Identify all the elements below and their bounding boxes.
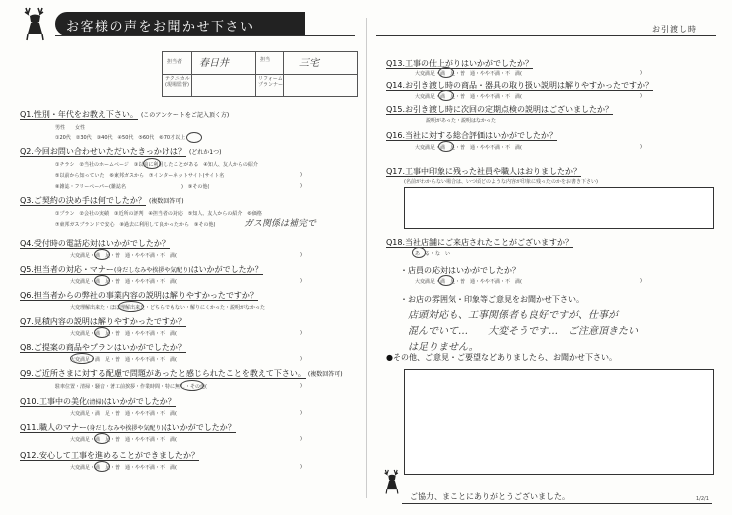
- q2-opt3[interactable]: ⑧雑誌・フリーペーパー(雑誌名 ) ⑨その他(: [55, 184, 210, 190]
- q8: Q8.ご提案の商品やプランはいかがでしたか？: [20, 343, 186, 352]
- other-comments-box[interactable]: [404, 369, 714, 475]
- q10-rating[interactable]: 大変満足・満 足・普 通・やや不満・不 満(: [70, 411, 177, 417]
- staff-table: [162, 51, 358, 97]
- answer-circle: [94, 327, 110, 338]
- page-number: 1/2/1: [696, 496, 709, 502]
- q11: Q11.職人のマナー(身だしなみや挨拶や気配り)はいかがでしたか？: [20, 423, 236, 432]
- answer-circle: [438, 90, 454, 101]
- q2-opt1[interactable]: ①チラシ ②当社のホームページ ③以前に利用したことがある ④知人、友人からの紹介: [55, 162, 258, 168]
- header-rule-right: [376, 35, 716, 36]
- q17-answer-box[interactable]: [404, 187, 714, 229]
- q1: [20, 109, 229, 120]
- store-rating[interactable]: 大変満足・満 足・普 通・やや不満・不 満(: [415, 279, 522, 285]
- answer-circle: [438, 275, 454, 286]
- q6-options[interactable]: 大変理解出来た・ほぼ理解出来た・どちらでもない・解りにくかった・説明がなかった: [70, 305, 265, 311]
- header-rule: [55, 35, 355, 36]
- answer-circle: [180, 380, 204, 391]
- footer-rule: [402, 503, 712, 504]
- label-tantou: 担当者: [167, 59, 183, 65]
- thanks-message: ご協力、まことにありがとうございました。: [410, 492, 570, 501]
- q8-rating[interactable]: 大変満足・満 足・普 通・やや不満・不 満(: [70, 357, 177, 363]
- other-comments-heading: ●その他、ご意見・ご要望などありましたら、お聞かせ下さい。: [386, 353, 617, 362]
- q1-note: (このアンケートをご記入頂く方): [140, 112, 230, 119]
- q14: Q14.お引き渡し時の商品・器具の取り扱い説明は解りやすかったですか？: [386, 81, 654, 90]
- q18: Q18.当社店舗にご来店されたことがございますか？: [386, 238, 574, 247]
- q15-options[interactable]: 説明があった・説明はなかった: [426, 118, 496, 124]
- q1-label: Q1.性別・年代をお教え下さい。: [20, 110, 138, 119]
- q2-note: (どれか1つ): [188, 149, 222, 156]
- staff-name-2: 三宅: [299, 58, 319, 69]
- q2: [20, 146, 221, 157]
- q17-note: (名前がわからない場合は、いつ頃どのような内容が印象に残ったのかをお書き下さい): [404, 179, 598, 185]
- q5-rating[interactable]: 大変満足・満 足・普 通・やや不満・不 満(: [70, 279, 177, 285]
- q3-note: (複数回答可): [148, 198, 184, 205]
- q14-rating[interactable]: 大変満足・満 足・普 通・やや不満・不 満(: [415, 94, 522, 100]
- staff-name-1: 春日井: [199, 58, 229, 69]
- column-divider: [366, 18, 367, 498]
- q9: Q9.ご近所さまに対する配慮で問題があったと感じられたことを教えて下さい。 (複数回答可): [20, 369, 343, 378]
- store-question: ・店員の応対はいかがでしたか？: [400, 266, 520, 275]
- q15: Q15.お引き渡し時に次回の定期点検の説明はございましたか？: [386, 105, 614, 114]
- answer-circle: [94, 461, 110, 472]
- deer-logo-icon: [16, 4, 54, 42]
- shop-handwriting-1: 店頭対応も、工事関係者も良好ですが、仕事が: [408, 310, 618, 321]
- q18-options[interactable]: あ る・な い: [415, 251, 451, 257]
- q1-ages[interactable]: ①20代 ②30代 ③40代 ④50代 ⑤60代 ⑥70才以上: [55, 135, 186, 141]
- q13-rating[interactable]: 大変満足・満 足・普 通・やや不満・不 満(: [415, 71, 522, 77]
- q7-rating[interactable]: 大変満足・満 足・普 通・やや不満・不 満(: [70, 331, 177, 337]
- q7: Q7.見積内容の説明は解りやすかったですか？: [20, 317, 186, 326]
- q3-opt2[interactable]: ⑦東邦ガスブランドで安心 ⑧過去に利用して良かったから ⑨その他(: [55, 222, 216, 228]
- label-kan: 担当: [260, 57, 271, 63]
- q1-gender[interactable]: 男性 女性: [55, 125, 86, 131]
- q4-rating[interactable]: 大変満足・満 足・普 通・やや不満・不 満(: [70, 253, 177, 259]
- page-title: お客様の声をお聞かせ下さい: [66, 20, 255, 35]
- answer-circle: [70, 353, 94, 364]
- answer-circle: [186, 132, 202, 143]
- q16-rating[interactable]: 大変満足・満 足・普 通・やや不満・不 満(: [415, 145, 522, 151]
- q16: Q16.当社に対する総合評価はいかがでしたか？: [386, 131, 558, 140]
- right-title: お引渡し時: [652, 25, 697, 34]
- label-reform: リフォーム プランナー: [258, 76, 284, 88]
- q3-label: Q3.ご契約の決め手は何でしたか？: [20, 196, 146, 205]
- q10: Q10.工事中の美化(清掃)はいかがでしたか？: [20, 397, 176, 406]
- deer-logo-icon: [378, 466, 406, 496]
- label-technical: テクニカル (現場監督): [165, 76, 190, 88]
- shop-question: ・お店の雰囲気・印象等ご意見をお聞かせ下さい。: [400, 295, 584, 304]
- shop-handwriting-3: は足りません。: [408, 342, 479, 353]
- survey-page: お客様の声をお聞かせ下さい お引渡し時 担当者 春日井 担当 三宅 テクニカル (現場監督) リフォーム プランナー Q1.性別・年代をお教え下さい。 (このアンケートをご記入頂く方) 男性 女性 ①20代 ②30代 ③40代 ④50代 ⑤60代 ⑥70才以上 Q2.今回お問い合わせいただいたきっかけは？ (どれか1つ) ①チラシ ②当社のホームページ ③以前に利用したことがある ④知人、友人からの紹介 ⑤以前から知っていた ⑥東邦ガスから ⑦インターネットサイト(サイト名 ) ⑧雑誌・フリーペーパー(雑誌名 ) ⑨その他( ) Q3.ご契約の決め手は何でしたか？ (複数回答可) ①プラン ②会社の実績 ③近所の評判 ④担当者の対応 ⑤知人、友人からの紹介 ⑥価格 ⑦東邦ガスブランドで安心 ⑧過去に利用して良かったから ⑨その他( ガス関係は補完で Q4.受付時の電話応対はいかがでしたか？ 大変満足・満 足・普 通・やや不満・不 満( ) Q5.担当者の対応・マナー(身だしなみや挨拶や気配り)はいかがでしたか？ 大変満足・満 足・普 通・やや不満・不 満( ) Q6.担当者からの弊社の事業内容の説明は解りやすかったですか？ 大変理解出来た・ほぼ理解出来た・どちらでもない・解りにくかった・説明がなかった Q7.見積内容の説明は解りやすかったですか？ 大変満足・満 足・普 通・やや不満・不 満( ) Q8.ご提案の商品やプランはいかがでしたか？ 大変満足・満 足・普 通・やや不満・不 満( ) Q9.ご近所さまに対する配慮で問題があったと感じられたことを教えて下さい。 (複数回答可) 駐車位置・清掃・騒音・著工前挨拶・作業時間・特に無し・その他( ) Q10.工事中の美化(清掃)はいかがでしたか？ 大変満足・満 足・普 通・やや不満・不 満( ) Q11.職人のマナー(身だしなみや挨拶や気配り)はいかがでしたか？ 大変満足・満 足・普 通・やや不満・不 満( ) Q12.安心して工事を進めることができましたか？ 大変満足・満 足・普 通・やや不満・不 満( ) Q13.工事の仕上がりはいかがでしたか？ 大変満足・満 足・普 通・やや不満・不 満( ) Q14.お引き渡し時の商品・器具の取り扱い説明は解りやすかったですか？ 大変満足・満 足・普 通・やや不満・不 満( ) Q15.お引き渡し時に次回の定期点検の説明はございましたか？ 説明があった・説明はなかった Q16.当社に対する総合評価はいかがでしたか？ 大変満足・満 足・普 通・やや不満・不 満( ) Q17.工事中印象に残った社員や職人はおりましたか？ (名前がわからない場合は、いつ頃どのような内容が印象に残ったのかをお書き下さい) Q18.当社店舗にご来店されたことがございますか？ あ る・な い ・店員の応対はいかがでしたか？ 大変満足・満 足・普 通・やや不満・不 満( ) ・お店の雰囲気・印象等ご意見をお聞かせ下さい。 店頭対応も、工事関係者も良好ですが、仕事が 混んでいて… 大変そうです… ご注意頂きたい は足りません。 ●その他、ご意見・ご要望などありましたら、お聞かせ下さい。 ご協力、まことにありがとうございました。 1/2/1: [0, 0, 732, 515]
- answer-circle: [438, 67, 454, 78]
- q12-rating[interactable]: 大変満足・満 足・普 通・やや不満・不 満(: [70, 465, 177, 471]
- answer-circle: [94, 249, 110, 260]
- q9-options[interactable]: 駐車位置・清掃・騒音・著工前挨拶・作業時間・特に無し・その他(: [55, 384, 207, 390]
- q2-opt2[interactable]: ⑤以前から知っていた ⑥東邦ガスから ⑦インターネットサイト(サイト名: [55, 173, 225, 179]
- q13: Q13.工事の仕上がりはいかがでしたか？: [386, 59, 534, 68]
- q2-label: Q2.今回お問い合わせいただいたきっかけは？: [20, 147, 186, 156]
- answer-circle: [118, 301, 144, 312]
- answer-circle: [94, 433, 110, 444]
- answer-circle: [143, 158, 161, 169]
- q11-rating[interactable]: 大変満足・満 足・普 通・やや不満・不 満(: [70, 437, 177, 443]
- q5: Q5.担当者の対応・マナー(身だしなみや挨拶や気配り)はいかがでしたか？: [20, 265, 263, 274]
- q12: Q12.安心して工事を進めることができましたか？: [20, 451, 200, 460]
- answer-circle: [412, 247, 426, 258]
- q3-opt1[interactable]: ①プラン ②会社の実績 ③近所の評判 ④担当者の対応 ⑤知人、友人からの紹介 ⑥価格: [55, 211, 262, 217]
- q4: Q4.受付時の電話応対はいかがでしたか？: [20, 239, 170, 248]
- answer-circle: [94, 275, 110, 286]
- q3: [20, 195, 184, 206]
- q6: Q6.担当者からの弊社の事業内容の説明は解りやすかったですか？: [20, 291, 258, 300]
- q3-handwriting: ガス関係は補完で: [244, 219, 317, 229]
- shop-handwriting-2: 混んでいて… 大変そうです… ご注意頂きたい: [408, 326, 638, 337]
- answer-circle: [438, 141, 454, 152]
- q17: Q17.工事中印象に残った社員や職人はおりましたか？: [386, 167, 582, 176]
